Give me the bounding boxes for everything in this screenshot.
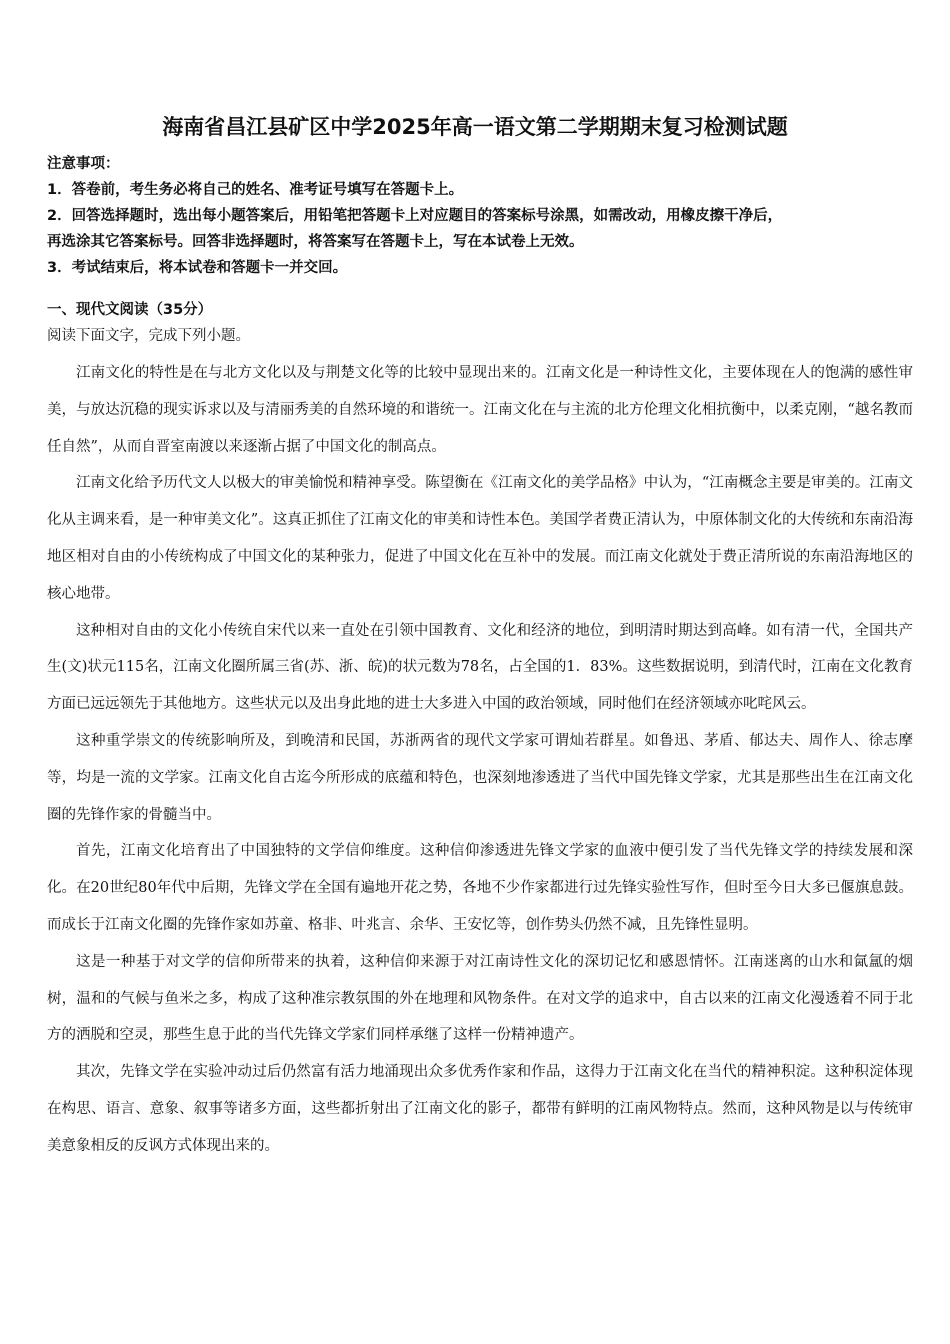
passage-paragraph-1: 江南文化的特性是在与北方文化以及与荆楚文化等的比较中显现出来的。江南文化是一种诗性文化，主要体现在人的饱满的感性审美，与放达沉稳的现实诉求以及与清丽秀美的自然环境的和谐统一。江南文化在与主流的北方伦理文化相抗衡中，以柔克刚，“越名教而任自然”，从而自晋室南渡以来逐渐占据了中国文化的制高点。 — [47, 365, 913, 455]
exam-title: 海南省昌江县矿区中学2025年高一语文第二学期期末复习检测试题 — [162, 115, 788, 139]
section-heading: 一、现代文阅读（35分） — [47, 302, 213, 318]
notes-item-3: 3．考试结束后，将本试卷和答题卡一并交回。 — [47, 260, 348, 276]
notes-item-2-line-2: 再选涂其它答案标号。回答非选择题时，将答案写在答题卡上，写在本试卷上无效。 — [47, 234, 584, 250]
reading-passage — [47, 355, 913, 1165]
reading-section-header — [47, 297, 917, 349]
exam-notes — [47, 151, 917, 281]
notes-item-2-line-1: 2．回答选择题时，选出每小题答案后，用铅笔把答题卡上对应题目的答案标号涂黑，如需改动，用橡皮擦干净后， — [47, 208, 783, 224]
section-instruction: 阅读下面文字，完成下列小题。 — [47, 328, 250, 344]
passage-paragraph-4: 这种重学崇文的传统影响所及，到晚清和民国，苏浙两省的现代文学家可谓灿若群星。如鲁迅、茅盾、郁达夫、周作人、徐志摩等，均是一流的文学家。江南文化自古迄今所形成的底蕴和特色，也深刻地渗透进了当代中国先锋文学家，尤其是那些出生在江南文化圈的先锋作家的骨髓当中。 — [47, 732, 913, 823]
notes-item-1: 1．答卷前，考生务必将自己的姓名、准考证号填写在答题卡上。 — [47, 182, 464, 198]
passage-paragraph-3: 这种相对自由的文化小传统自宋代以来一直处在引领中国教育、文化和经济的地位，到明清时期达到高峰。如有清一代，全国共产生(文)状元115名，江南文化圈所属三省(苏、浙、皖)的状元数为78名，占全国的1．83%。这些数据说明，到清代时，江南在文化教育方面已远远领先于其他地方。这些状元以及出身此地的进士大多进入中国的政治领域，同时他们在经济领域亦叱咤风云。 — [47, 622, 913, 713]
notes-heading: 注意事项： — [47, 156, 120, 172]
passage-paragraph-2: 江南文化给予历代文人以极大的审美愉悦和精神享受。陈望衡在《江南文化的美学品格》中认为，“江南概念主要是审美的。江南文化从主调来看，是一种审美文化”。这真正抓住了江南文化的审美和诗性本色。美国学者费正清认为，中原体制文化的大传统和东南沿海地区相对自由的小传统构成了中国文化的某种张力，促进了中国文化在互补中的发展。而江南文化就处于费正清所说的东南沿海地区的核心地带。 — [47, 475, 913, 602]
passage-paragraph-5: 首先，江南文化培育出了中国独特的文学信仰维度。这种信仰渗透进先锋文学家的血液中便引发了当代先锋文学的持续发展和深化。在20世纪80年代中后期，先锋文学在全国有遍地开花之势，各地不少作家都进行过先锋实验性写作，但时至今日大多已偃旗息鼓。而成长于江南文化圈的先锋作家如苏童、格非、叶兆言、余华、王安忆等，创作势头仍然不减，且先锋性显明。 — [47, 843, 913, 933]
passage-paragraph-6: 这是一种基于对文学的信仰所带来的执着，这种信仰来源于对江南诗性文化的深切记忆和感恩情怀。江南迷离的山水和氤氲的烟树，温和的气候与鱼米之多，构成了这种准宗教氛围的外在地理和风物条件。在对文学的追求中，自古以来的江南文化漫透着不同于北方的洒脱和空灵，那些生息于此的当代先锋文学家们同样承继了这样一份精神遗产。 — [47, 953, 913, 1044]
passage-paragraph-7: 其次，先锋文学在实验冲动过后仍然富有活力地涌现出众多优秀作家和作品，这得力于江南文化在当代的精神积淀。这种积淀体现在构思、语言、意象、叙事等诸多方面，这些都折射出了江南文化的影子，都带有鲜明的江南风物特点。然而，这种风物是以与传统审美意象相反的反讽方式体现出来的。 — [47, 1064, 913, 1154]
